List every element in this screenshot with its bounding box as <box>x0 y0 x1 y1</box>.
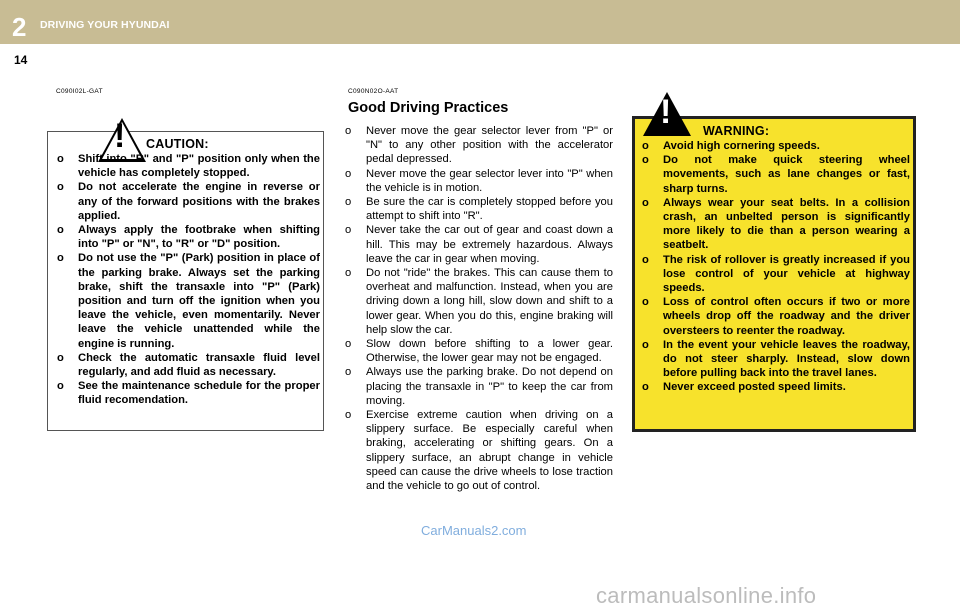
page-number: 14 <box>14 53 28 67</box>
list-item: o Do not use the "P" (Park) position in place of the parking brake. Always set the parking brake, shift the transaxle into "P" (Park) position and turn off the ignition when you leave the vehicle, even momentarily. Never leave the vehicle unattended while the engine is running. <box>57 252 320 350</box>
list-item: o Always use the parking brake. Do not depend on placing the transaxle in "P" to keep the car from moving. <box>345 366 613 407</box>
list-item: o In the event your vehicle leaves the roadway, do not steer sharply. Instead, slow down before pulling back into the travel lanes. <box>642 338 910 380</box>
list-item: o Loss of control often occurs if two or more wheels drop off the roadway and the driver oversteers to reenter the roadway. <box>642 296 910 337</box>
list-item: o Avoid high cornering speeds. <box>642 140 820 152</box>
practices-list <box>343 124 613 493</box>
warning-title: WARNING: <box>703 124 770 138</box>
section-heading: Good Driving Practices <box>348 100 509 116</box>
practices-code: C090N02O-AAT <box>348 88 399 95</box>
list-item: o Shift into "R" and "P" position only when the vehicle has completely stopped. <box>57 153 320 180</box>
list-item: o Never move the gear selector lever from "P" or "N" to any other position with the accelerator pedal depressed. <box>345 125 613 166</box>
list-item: o Never take the car out of gear and coast down a hill. This may be extremely hazardous. Always leave the car in gear when moving. <box>345 224 613 265</box>
caution-title: CAUTION: <box>146 137 209 151</box>
chapter-title: DRIVING YOUR HYUNDAI <box>40 19 170 31</box>
warning-list <box>640 139 910 395</box>
chapter-number: 2 <box>12 12 27 42</box>
list-item: o Do not "ride" the brakes. This can cause them to overheat and malfunction. Instead, when you are driving down a long hill, slow down and shift to a lower gear. When you do this, engine braking will help slow the car. <box>345 267 613 336</box>
watermark-small: CarManuals2.com <box>421 523 527 538</box>
watermark-big: carmanualsonline.info <box>596 583 817 608</box>
list-item: o See the maintenance schedule for the proper fluid recomendation. <box>57 380 320 407</box>
list-item: o Slow down before shifting to a lower gear. Otherwise, the lower gear may not be engaged. <box>345 338 613 365</box>
list-item: o Never move the gear selector lever into "P" when the vehicle is in motion. <box>345 167 613 194</box>
list-item: o The risk of rollover is greatly increased if you lose control of your vehicle at highway speeds. <box>642 253 910 295</box>
list-item: o Check the automatic transaxle fluid level regularly, and add fluid as necessary. <box>57 351 320 379</box>
list-item: o Always wear your seat belts. In a collision crash, an unbelted person is significantly more likely to die than a person wearing a seatbelt. <box>642 196 910 252</box>
caution-box: ! CAUTION: o Shift into "R" and "P" position only when the vehicle has completely stopped. o Do not accelerate the engine in reverse or any of the forward positions with the brakes applied. o Always apply the footbrake when shifting into "P" or "N", to "R" or "D" position. o Do not use the "P" (Park) position in place of the parking brake. Always set the parking brake, shift the transaxle into "P" (Park) position and turn off the ignition when you leave the vehicle, even momentarily. Never leave the vehicle unattended while the engine is running. o Check the automatic transaxle fluid level regularly, and add fluid as necessary. o See the maintenance schedule for the proper fluid recomendation. <box>47 131 324 431</box>
warning-box: ! WARNING: o Avoid high cornering speeds. o Do not make quick steering wheel movements, such as lane changes or fast, sharp turns. o Always wear your seat belts. In a collision crash, an unbelted person is significantly more likely to die than a person wearing a seatbelt. o The risk of rollover is greatly increased if you lose control of your vehicle at highway speeds. o Loss of control often occurs if two or more wheels drop off the roadway and the driver oversteers to reenter the roadway. o In the event your vehicle leaves the roadway, do not steer sharply. Instead, slow down before pulling back into the travel lanes. o Never exceed posted speed limits. <box>632 116 916 432</box>
list-item: o Exercise extreme caution when driving on a slippery surface. Be especially careful when braking, accelerating or shifting gears. On a slippery surface, an abrupt change in vehicle speed can cause the drive wheels to lose traction and the vehicle to go out of control. <box>345 409 613 493</box>
list-item: o Do not accelerate the engine in reverse or any of the forward positions with the brakes applied. <box>57 181 320 222</box>
list-item: o Never exceed posted speed limits. <box>642 381 846 394</box>
caution-code: C090I02L-GAT <box>56 88 103 95</box>
list-item: o Be sure the car is completely stopped before you attempt to shift into "R". <box>345 196 613 223</box>
list-item: o Do not make quick steering wheel movements, such as lane changes or fast, sharp turns. <box>642 154 910 195</box>
list-item: o Always apply the footbrake when shifting into "P" or "N", to "R" or "D" position. <box>57 224 320 251</box>
caution-list <box>55 152 320 408</box>
